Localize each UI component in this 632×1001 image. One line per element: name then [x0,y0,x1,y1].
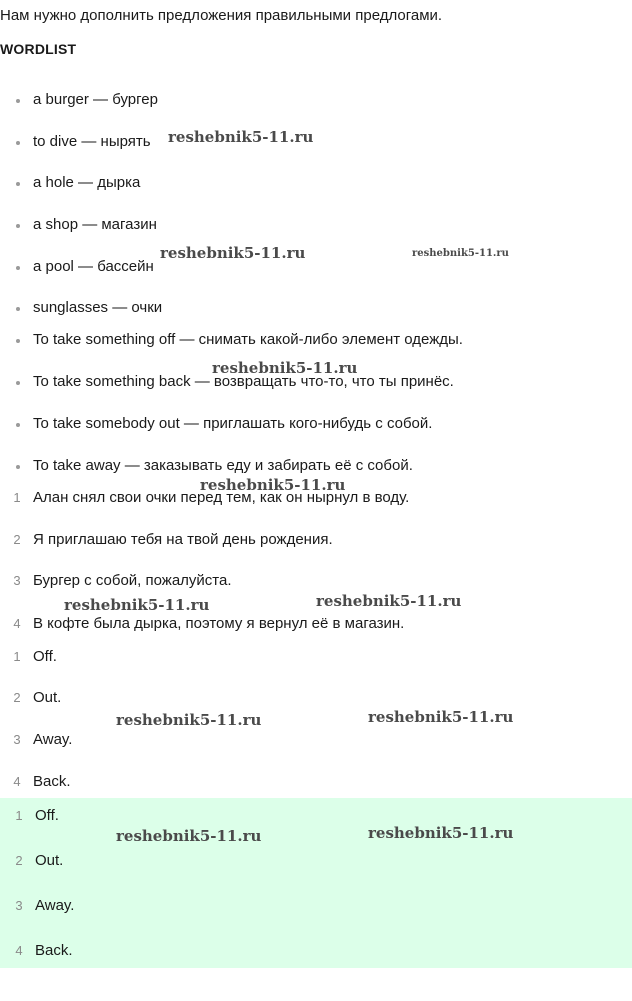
watermark: reshebnik5-11.ru [368,824,514,842]
answer-text: Out. [35,852,64,869]
wordlist-item-text: a shop — магазин [33,216,157,233]
answer-text: Away. [35,897,75,914]
watermark: reshebnik5-11.ru [316,592,462,610]
item-number: 3 [15,898,23,913]
item-number: 4 [13,616,21,631]
wordlist-item-text: To take away — заказывать еду и забирать её с собой. [33,457,413,474]
wordlist-item-text: a hole — дырка [33,174,141,191]
watermark: reshebnik5-11.ru [64,596,210,614]
wordlist-item-text: a pool — бассейн [33,258,154,275]
item-number: 2 [13,532,21,547]
wordlist-item-text: To take somebody out — приглашать кого-нибудь с собой. [33,415,433,432]
answer-text: Off. [35,807,59,824]
item-number: 1 [13,490,21,505]
answer-text: Out. [33,689,62,706]
translation-text: Я приглашаю тебя на твой день рождения. [33,531,333,548]
bullet-icon [16,99,20,103]
bullet-icon [16,307,20,311]
bullet-icon [16,381,20,385]
wordlist-item-text: To take something off — снимать какой-либо элемент одежды. [33,331,463,348]
item-number: 4 [15,943,23,958]
watermark: reshebnik5-11.ru [116,827,262,845]
item-number: 3 [13,732,21,747]
wordlist-heading: WORDLIST [0,41,77,57]
bullet-icon [16,465,20,469]
watermark: reshebnik5-11.ru [368,708,514,726]
item-number: 2 [13,690,21,705]
watermark: reshebnik5-11.ru [200,476,346,494]
watermark: reshebnik5-11.ru [116,711,262,729]
answer-text: Back. [35,942,73,959]
bullet-icon [16,266,20,270]
answer-text: Back. [33,773,71,790]
bullet-icon [16,339,20,343]
wordlist-item-text: a burger — бургер [33,91,158,108]
translation-text: В кофте была дырка, поэтому я вернул её в магазин. [33,615,405,632]
bullet-icon [16,182,20,186]
wordlist-item-text: to dive — нырять [33,133,151,150]
item-number: 3 [13,573,21,588]
wordlist-item-text: To take something back — возвращать что-то, что ты принёс. [33,373,454,390]
bullet-icon [16,224,20,228]
bullet-icon [16,141,20,145]
bullet-icon [16,423,20,427]
watermark: reshebnik5-11.ru [212,359,358,377]
watermark: reshebnik5-11.ru [412,248,509,259]
answer-text: Away. [33,731,73,748]
translation-text: Бургер с собой, пожалуйста. [33,572,232,589]
item-number: 1 [15,808,23,823]
translation-text: Алан снял свои очки перед тем, как он нырнул в воду. [33,489,410,506]
wordlist-item-text: sunglasses — очки [33,299,163,316]
answer-highlight-box [0,798,632,968]
instruction-text: Нам нужно дополнить предложения правильными предлогами. [0,7,443,24]
item-number: 2 [15,853,23,868]
item-number: 4 [13,774,21,789]
watermark: reshebnik5-11.ru [160,244,306,262]
watermark: reshebnik5-11.ru [168,128,314,146]
answer-text: Off. [33,648,57,665]
item-number: 1 [13,649,21,664]
